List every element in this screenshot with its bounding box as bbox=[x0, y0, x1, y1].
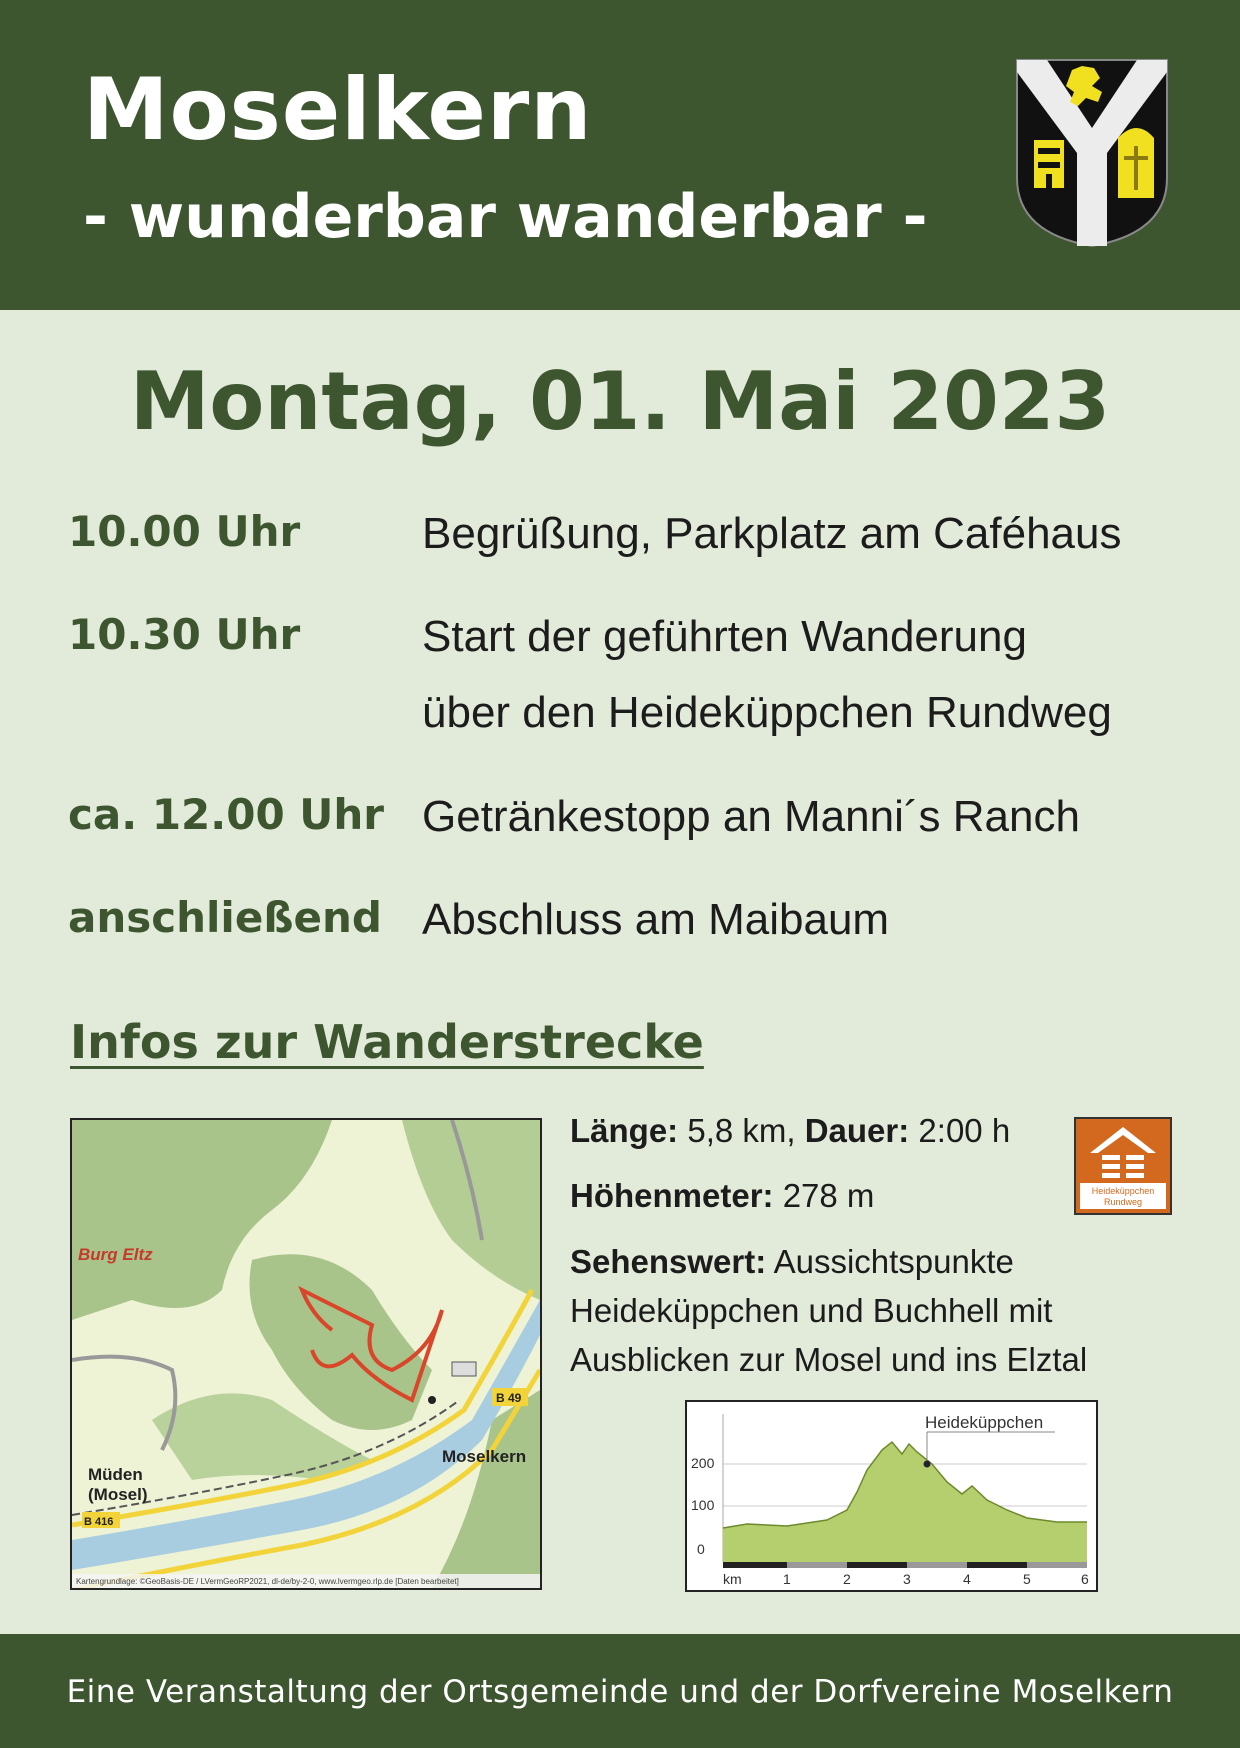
badge-line1: Heideküppchen bbox=[1091, 1186, 1155, 1196]
trail-badge bbox=[1074, 1117, 1172, 1215]
profile-x-tick: km bbox=[723, 1571, 742, 1587]
profile-x-tick: 4 bbox=[963, 1571, 971, 1587]
schedule-time: 10.30 Uhr bbox=[68, 610, 301, 659]
elevation-profile bbox=[685, 1400, 1098, 1592]
schedule-time: anschließend bbox=[68, 893, 382, 942]
profile-peak-label: Heideküppchen bbox=[925, 1413, 1044, 1432]
footer-text: Eine Veranstaltung der Ortsgemeinde und der Dorfvereine Moselkern bbox=[66, 1674, 1174, 1710]
info-elevation: Höhenmeter: 278 m bbox=[570, 1177, 875, 1214]
coat-of-arms-icon bbox=[1012, 58, 1172, 248]
profile-x-tick: 3 bbox=[903, 1571, 911, 1587]
map-label-burg: Burg Eltz bbox=[78, 1245, 153, 1264]
page-title: Moselkern bbox=[83, 60, 593, 160]
profile-x-tick: 1 bbox=[783, 1571, 791, 1587]
schedule-desc: Start der geführten Wanderung bbox=[422, 612, 1027, 661]
map-label-mueden: Müden bbox=[88, 1465, 143, 1484]
page-subtitle: - wunderbar wanderbar - bbox=[83, 182, 928, 252]
profile-y-tick: 0 bbox=[697, 1541, 705, 1557]
map-label-b49: B 49 bbox=[496, 1391, 522, 1405]
schedule-desc: Begrüßung, Parkplatz am Caféhaus bbox=[422, 509, 1122, 558]
badge-line2: Rundweg bbox=[1103, 1197, 1143, 1207]
info-length: Länge: 5,8 km, Dauer: 2:00 h bbox=[570, 1112, 1011, 1149]
map-label-b416: B 416 bbox=[84, 1516, 114, 1528]
profile-y-tick: 100 bbox=[691, 1497, 715, 1513]
profile-y-tick: 200 bbox=[691, 1455, 715, 1471]
schedule-time: 10.00 Uhr bbox=[68, 507, 301, 556]
infos-heading: Infos zur Wanderstrecke bbox=[70, 1015, 704, 1069]
schedule-desc: Abschluss am Maibaum bbox=[422, 895, 890, 944]
schedule-desc: Getränkestopp an Manni´s Ranch bbox=[422, 792, 1080, 841]
info-sights-line: Ausblicken zur Mosel und ins Elztal bbox=[570, 1341, 1088, 1378]
schedule-time: ca. 12.00 Uhr bbox=[68, 790, 385, 839]
schedule-desc: über den Heideküppchen Rundweg bbox=[422, 688, 1112, 737]
info-sights-line: Heideküppchen und Buchhell mit bbox=[570, 1292, 1053, 1329]
route-map bbox=[70, 1118, 542, 1590]
profile-x-tick: 2 bbox=[843, 1571, 851, 1587]
profile-x-tick: 5 bbox=[1023, 1571, 1031, 1587]
profile-x-tick: 6 bbox=[1081, 1571, 1089, 1587]
info-sights: Sehenswert: Aussichtspunkte bbox=[570, 1243, 1014, 1280]
map-label-mueden-mosel: (Mosel) bbox=[88, 1485, 148, 1504]
map-credit: Kartengrundlage: ©GeoBasis-DE / LVermGeoRP2021, dl-de/by-2-0, www.lvermgeo.rlp.de [Daten bearbeitet] bbox=[76, 1577, 459, 1586]
map-label-moselkern: Moselkern bbox=[442, 1447, 527, 1466]
event-date: Montag, 01. Mai 2023 bbox=[129, 355, 1111, 448]
